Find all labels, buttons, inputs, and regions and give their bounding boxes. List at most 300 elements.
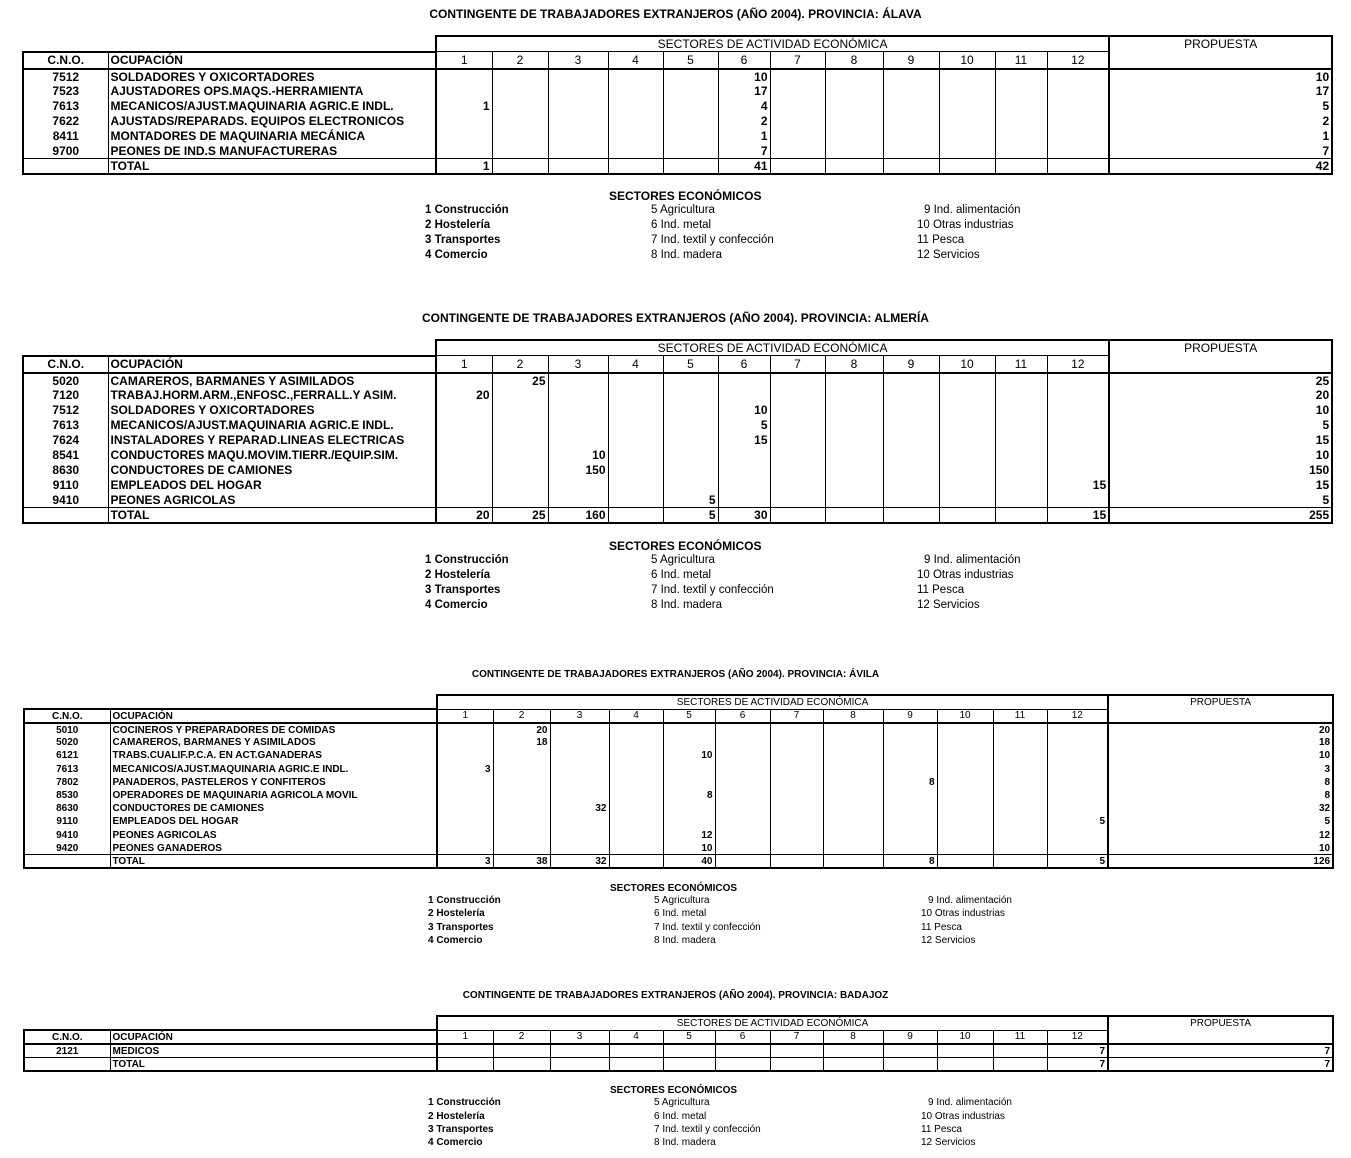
legend-item: 7 Ind. textil y confección bbox=[654, 921, 761, 933]
sector-value bbox=[1047, 99, 1109, 114]
sector-value: 15 bbox=[1047, 478, 1109, 493]
sector-value bbox=[1047, 69, 1109, 84]
sector-value bbox=[993, 776, 1047, 789]
sector-value bbox=[492, 99, 548, 114]
sector-value bbox=[1047, 373, 1109, 388]
sector-value bbox=[436, 84, 492, 99]
table-row bbox=[24, 789, 1333, 802]
sector-value bbox=[608, 69, 663, 84]
total-sector-value bbox=[937, 855, 993, 868]
sector-number-header: 10 bbox=[939, 356, 995, 373]
sector-value bbox=[995, 99, 1047, 114]
sector-value bbox=[825, 373, 883, 388]
sector-number-header: 1 bbox=[437, 1030, 493, 1044]
propuesta-value: 7 bbox=[1108, 1044, 1333, 1058]
sector-value bbox=[436, 493, 492, 508]
propuesta-value: 5 bbox=[1109, 99, 1332, 114]
legend-item: 4 Comercio bbox=[425, 249, 488, 261]
contingent-table bbox=[22, 339, 1333, 524]
sector-value: 4 bbox=[718, 99, 770, 114]
total-sector-value bbox=[883, 508, 939, 524]
sector-value bbox=[825, 99, 883, 114]
total-propuesta-value: 255 bbox=[1109, 508, 1332, 524]
sector-value bbox=[663, 418, 718, 433]
propuesta-value: 5 bbox=[1108, 815, 1333, 828]
sector-value bbox=[883, 144, 939, 159]
propuesta-value: 15 bbox=[1109, 478, 1332, 493]
sector-value bbox=[548, 373, 608, 388]
propuesta-header: PROPUESTA bbox=[1108, 1016, 1333, 1030]
section-title: CONTINGENTE DE TRABAJADORES EXTRANJEROS (AÑO 2004). PROVINCIA: ÁLAVA bbox=[429, 7, 922, 21]
sector-value bbox=[770, 99, 825, 114]
sector-value bbox=[548, 144, 608, 159]
sector-value bbox=[825, 114, 883, 129]
cno-header: C.N.O. bbox=[24, 709, 110, 723]
propuesta-spacer bbox=[1108, 1030, 1333, 1044]
total-sector-value bbox=[492, 159, 548, 175]
table-row bbox=[23, 418, 1332, 433]
total-sector-value bbox=[548, 159, 608, 175]
sector-value bbox=[718, 373, 770, 388]
sector-value: 10 bbox=[718, 69, 770, 84]
sector-value bbox=[937, 1044, 993, 1058]
total-label: TOTAL bbox=[108, 508, 436, 524]
sector-value: 7 bbox=[1047, 1044, 1108, 1058]
sector-value bbox=[715, 736, 770, 749]
sector-value bbox=[883, 802, 937, 815]
cno-code: 8411 bbox=[23, 129, 108, 144]
occupation-name: MECANICOS/AJUST.MAQUINARIA AGRIC.E INDL. bbox=[108, 418, 436, 433]
sector-value: 5 bbox=[718, 418, 770, 433]
sector-value bbox=[939, 99, 995, 114]
propuesta-value: 5 bbox=[1109, 493, 1332, 508]
header-spacer bbox=[23, 36, 436, 52]
sector-value bbox=[770, 144, 825, 159]
sector-value bbox=[825, 478, 883, 493]
sector-value bbox=[823, 723, 883, 736]
sector-value bbox=[550, 842, 609, 855]
legend-item: 4 Comercio bbox=[425, 599, 488, 611]
sector-number-header: 5 bbox=[663, 1030, 715, 1044]
sector-number-header: 12 bbox=[1047, 52, 1109, 69]
sector-value bbox=[995, 433, 1047, 448]
sector-value bbox=[550, 815, 609, 828]
sector-value bbox=[548, 388, 608, 403]
cno-code: 5020 bbox=[23, 373, 108, 388]
sector-value bbox=[1047, 776, 1108, 789]
sector-value bbox=[715, 1044, 770, 1058]
sector-value bbox=[436, 373, 492, 388]
sector-value bbox=[1047, 763, 1108, 776]
total-sector-value bbox=[493, 1058, 550, 1072]
sector-value bbox=[550, 723, 609, 736]
column-header-row bbox=[24, 1030, 1333, 1044]
sector-value bbox=[770, 763, 823, 776]
sector-value bbox=[823, 763, 883, 776]
sector-value bbox=[718, 388, 770, 403]
total-sector-value bbox=[437, 1058, 493, 1072]
sector-value bbox=[609, 749, 663, 762]
legend-item: 2 Hostelería bbox=[425, 569, 491, 581]
sector-value bbox=[663, 144, 718, 159]
sector-value bbox=[718, 493, 770, 508]
sector-value bbox=[770, 84, 825, 99]
sector-value bbox=[939, 433, 995, 448]
sector-value bbox=[883, 763, 937, 776]
table-row bbox=[23, 403, 1332, 418]
legend-item: 12 Servicios bbox=[917, 599, 980, 611]
total-sector-value: 8 bbox=[883, 855, 937, 868]
sector-value bbox=[770, 736, 823, 749]
sector-number-header: 4 bbox=[609, 709, 663, 723]
sector-value bbox=[770, 433, 825, 448]
occupation-name: COCINEROS Y PREPARADORES DE COMIDAS bbox=[110, 723, 437, 736]
sector-value bbox=[1047, 829, 1108, 842]
sector-value: 8 bbox=[883, 776, 937, 789]
sector-value bbox=[1047, 418, 1109, 433]
table-row bbox=[24, 749, 1333, 762]
table-row bbox=[24, 815, 1333, 828]
occupation-name: OPERADORES DE MAQUINARIA AGRICOLA MOVIL bbox=[110, 789, 437, 802]
sector-number-header: 5 bbox=[663, 356, 718, 373]
occupation-header: OCUPACIÓN bbox=[108, 52, 436, 69]
cno-code: 8630 bbox=[23, 463, 108, 478]
sector-value bbox=[937, 749, 993, 762]
total-sector-value: 40 bbox=[663, 855, 715, 868]
legend-item: 7 Ind. textil y confección bbox=[651, 234, 774, 246]
sector-value bbox=[548, 433, 608, 448]
occupation-name: PEONES AGRICOLAS bbox=[110, 829, 437, 842]
column-header-row bbox=[23, 356, 1332, 373]
propuesta-header: PROPUESTA bbox=[1109, 36, 1332, 52]
sector-value: 5 bbox=[663, 493, 718, 508]
sector-value bbox=[492, 418, 548, 433]
sector-value bbox=[825, 129, 883, 144]
sector-value bbox=[493, 815, 550, 828]
sector-value bbox=[663, 776, 715, 789]
occupation-name: CONDUCTORES MAQU.MOVIM.TIERR./EQUIP.SIM. bbox=[108, 448, 436, 463]
sector-value bbox=[663, 802, 715, 815]
sector-value bbox=[1047, 463, 1109, 478]
legend-item: 2 Hostelería bbox=[428, 908, 485, 920]
cno-code: 8530 bbox=[24, 789, 110, 802]
cno-header: C.N.O. bbox=[24, 1030, 110, 1044]
sector-value bbox=[823, 776, 883, 789]
sector-value bbox=[663, 129, 718, 144]
sector-value bbox=[995, 114, 1047, 129]
legend-item: 8 Ind. madera bbox=[654, 1137, 716, 1149]
sector-value bbox=[937, 829, 993, 842]
sector-value: 12 bbox=[663, 829, 715, 842]
total-label: TOTAL bbox=[110, 855, 437, 868]
occupation-name: AJUSTADS/REPARADS. EQUIPOS ELECTRONICOS bbox=[108, 114, 436, 129]
total-label: TOTAL bbox=[110, 1058, 437, 1072]
total-sector-value bbox=[823, 1058, 883, 1072]
propuesta-value: 10 bbox=[1108, 842, 1333, 855]
sector-value bbox=[770, 789, 823, 802]
sector-value bbox=[939, 388, 995, 403]
sector-value: 18 bbox=[493, 736, 550, 749]
sector-value bbox=[995, 418, 1047, 433]
sector-value bbox=[608, 418, 663, 433]
legend-item: 5 Agricultura bbox=[654, 895, 710, 907]
sector-value bbox=[1047, 749, 1108, 762]
sector-value bbox=[436, 129, 492, 144]
sector-number-header: 10 bbox=[939, 52, 995, 69]
propuesta-spacer bbox=[1108, 709, 1333, 723]
sector-value bbox=[770, 373, 825, 388]
sector-value bbox=[608, 463, 663, 478]
sector-value bbox=[995, 373, 1047, 388]
cno-code: 7622 bbox=[23, 114, 108, 129]
cno-code: 9110 bbox=[23, 478, 108, 493]
sector-value bbox=[825, 493, 883, 508]
total-cno-blank bbox=[23, 159, 108, 175]
sector-value bbox=[609, 736, 663, 749]
total-sector-value bbox=[995, 159, 1047, 175]
sector-value bbox=[883, 842, 937, 855]
table-row bbox=[24, 802, 1333, 815]
table-row bbox=[23, 84, 1332, 99]
sector-header: SECTORES DE ACTIVIDAD ECONÓMICA bbox=[437, 1016, 1108, 1030]
sector-number-header: 3 bbox=[548, 52, 608, 69]
sector-value bbox=[663, 373, 718, 388]
sector-value bbox=[548, 99, 608, 114]
sector-number-header: 11 bbox=[995, 52, 1047, 69]
sector-value bbox=[550, 776, 609, 789]
total-label: TOTAL bbox=[108, 159, 436, 175]
sector-value bbox=[883, 1044, 937, 1058]
sector-number-header: 10 bbox=[937, 709, 993, 723]
sector-value bbox=[937, 763, 993, 776]
sector-value bbox=[1047, 129, 1109, 144]
total-sector-value bbox=[770, 1058, 823, 1072]
sector-value bbox=[436, 418, 492, 433]
cno-code: 9410 bbox=[24, 829, 110, 842]
sector-value bbox=[883, 418, 939, 433]
sector-number-header: 6 bbox=[718, 356, 770, 373]
total-sector-value bbox=[825, 508, 883, 524]
cno-code: 8630 bbox=[24, 802, 110, 815]
propuesta-spacer bbox=[1109, 52, 1332, 69]
legend-item: 5 Agricultura bbox=[654, 1097, 710, 1109]
sector-value bbox=[663, 463, 718, 478]
sector-value bbox=[825, 144, 883, 159]
cno-code: 7613 bbox=[24, 763, 110, 776]
propuesta-value: 150 bbox=[1109, 463, 1332, 478]
sector-value bbox=[1047, 114, 1109, 129]
sector-value bbox=[770, 129, 825, 144]
occupation-header: OCUPACIÓN bbox=[110, 709, 437, 723]
sector-number-header: 10 bbox=[937, 1030, 993, 1044]
sector-value bbox=[883, 448, 939, 463]
table-row bbox=[23, 388, 1332, 403]
sector-value bbox=[883, 815, 937, 828]
header-row bbox=[24, 695, 1333, 709]
sector-value: 10 bbox=[663, 749, 715, 762]
total-sector-value bbox=[937, 1058, 993, 1072]
sector-number-header: 5 bbox=[663, 709, 715, 723]
sector-value bbox=[492, 84, 548, 99]
sector-value bbox=[883, 84, 939, 99]
sector-value bbox=[437, 802, 493, 815]
sector-number-header: 11 bbox=[993, 1030, 1047, 1044]
legend-item: 2 Hostelería bbox=[428, 1110, 485, 1122]
sector-value bbox=[608, 99, 663, 114]
legend-item: 5 Agricultura bbox=[651, 204, 715, 216]
sector-value: 5 bbox=[1047, 815, 1108, 828]
sector-value bbox=[993, 789, 1047, 802]
sector-value bbox=[770, 802, 823, 815]
total-cno-blank bbox=[24, 1058, 110, 1072]
propuesta-value: 12 bbox=[1108, 829, 1333, 842]
sector-value bbox=[770, 478, 825, 493]
total-sector-value: 15 bbox=[1047, 508, 1109, 524]
sector-number-header: 8 bbox=[825, 356, 883, 373]
sector-value bbox=[770, 776, 823, 789]
sector-value bbox=[939, 84, 995, 99]
sector-value bbox=[663, 448, 718, 463]
sector-value bbox=[436, 69, 492, 84]
sector-value bbox=[1047, 736, 1108, 749]
total-sector-value: 1 bbox=[436, 159, 492, 175]
sector-value bbox=[609, 815, 663, 828]
propuesta-value: 32 bbox=[1108, 802, 1333, 815]
sector-value bbox=[770, 388, 825, 403]
sector-value bbox=[663, 433, 718, 448]
total-sector-value: 38 bbox=[493, 855, 550, 868]
cno-code: 7613 bbox=[23, 99, 108, 114]
sector-value bbox=[993, 815, 1047, 828]
legend-item: 9 Ind. alimentación bbox=[928, 1097, 1012, 1109]
legend-title: SECTORES ECONÓMICOS bbox=[609, 189, 762, 203]
legend-item: 12 Servicios bbox=[921, 934, 976, 946]
sector-value bbox=[939, 69, 995, 84]
legend-item: 3 Transportes bbox=[428, 1123, 494, 1135]
legend-item: 1 Construcción bbox=[425, 204, 509, 216]
sector-value bbox=[718, 448, 770, 463]
sector-value bbox=[937, 802, 993, 815]
sector-value bbox=[548, 403, 608, 418]
total-propuesta-value: 7 bbox=[1108, 1058, 1333, 1072]
sector-value bbox=[437, 723, 493, 736]
legend-item: 7 Ind. textil y confección bbox=[654, 1123, 761, 1135]
sector-value bbox=[823, 802, 883, 815]
legend-item: 3 Transportes bbox=[425, 234, 501, 246]
total-row bbox=[24, 855, 1333, 868]
sector-value bbox=[995, 388, 1047, 403]
sector-value bbox=[436, 478, 492, 493]
sector-value bbox=[718, 478, 770, 493]
total-sector-value bbox=[715, 1058, 770, 1072]
sector-value bbox=[993, 723, 1047, 736]
sector-number-header: 4 bbox=[608, 356, 663, 373]
header-spacer bbox=[24, 695, 437, 709]
cno-code: 7512 bbox=[23, 403, 108, 418]
legend-title: SECTORES ECONÓMICOS bbox=[609, 539, 762, 553]
cno-code: 7624 bbox=[23, 433, 108, 448]
sector-value bbox=[939, 493, 995, 508]
sector-number-header: 8 bbox=[825, 52, 883, 69]
sector-value bbox=[995, 493, 1047, 508]
sector-value bbox=[437, 789, 493, 802]
sector-value bbox=[939, 463, 995, 478]
occupation-name: SOLDADORES Y OXICORTADORES bbox=[108, 403, 436, 418]
sector-number-header: 2 bbox=[492, 52, 548, 69]
sector-value: 8 bbox=[663, 789, 715, 802]
legend-item: 6 Ind. metal bbox=[654, 908, 707, 920]
sector-value bbox=[608, 433, 663, 448]
sector-number-header: 11 bbox=[993, 709, 1047, 723]
propuesta-header: PROPUESTA bbox=[1109, 340, 1332, 356]
propuesta-value: 8 bbox=[1108, 789, 1333, 802]
cno-code: 5010 bbox=[24, 723, 110, 736]
total-sector-value bbox=[939, 159, 995, 175]
legend-item: 6 Ind. metal bbox=[651, 219, 712, 231]
legend-item: 3 Transportes bbox=[428, 921, 494, 933]
cno-code: 7523 bbox=[23, 84, 108, 99]
cno-code: 7120 bbox=[23, 388, 108, 403]
sector-value bbox=[715, 723, 770, 736]
sector-number-header: 3 bbox=[550, 1030, 609, 1044]
sector-number-header: 1 bbox=[436, 52, 492, 69]
sector-value bbox=[995, 448, 1047, 463]
table-row bbox=[24, 829, 1333, 842]
propuesta-value: 20 bbox=[1109, 388, 1332, 403]
sector-value bbox=[609, 829, 663, 842]
sector-value bbox=[883, 403, 939, 418]
sector-value bbox=[715, 815, 770, 828]
sector-value bbox=[995, 129, 1047, 144]
sector-value bbox=[550, 789, 609, 802]
sector-number-header: 7 bbox=[770, 356, 825, 373]
legend-item: 6 Ind. metal bbox=[651, 569, 712, 581]
sector-value bbox=[939, 373, 995, 388]
sector-header: SECTORES DE ACTIVIDAD ECONÓMICA bbox=[437, 695, 1108, 709]
sector-value bbox=[608, 129, 663, 144]
sector-value bbox=[995, 84, 1047, 99]
total-sector-value bbox=[609, 855, 663, 868]
sector-value bbox=[548, 84, 608, 99]
table-row bbox=[23, 129, 1332, 144]
sector-number-header: 4 bbox=[609, 1030, 663, 1044]
sector-value: 10 bbox=[718, 403, 770, 418]
sector-number-header: 9 bbox=[883, 356, 939, 373]
cno-code: 7802 bbox=[24, 776, 110, 789]
total-sector-value bbox=[608, 508, 663, 524]
sector-number-header: 12 bbox=[1047, 1030, 1108, 1044]
table-row bbox=[24, 842, 1333, 855]
sector-value bbox=[437, 1044, 493, 1058]
sector-value bbox=[608, 373, 663, 388]
sector-value bbox=[548, 493, 608, 508]
legend-item: 2 Hostelería bbox=[425, 219, 491, 231]
sector-value bbox=[823, 829, 883, 842]
sector-value bbox=[823, 789, 883, 802]
total-sector-value bbox=[825, 159, 883, 175]
header-row bbox=[23, 36, 1332, 52]
cno-header: C.N.O. bbox=[23, 52, 108, 69]
sector-value bbox=[939, 478, 995, 493]
sector-value bbox=[823, 815, 883, 828]
sector-value: 2 bbox=[718, 114, 770, 129]
sector-value bbox=[883, 789, 937, 802]
sector-value bbox=[609, 789, 663, 802]
sector-number-header: 1 bbox=[436, 356, 492, 373]
occupation-name: TRABAJ.HORM.ARM.,ENFOSC.,FERRALL.Y ASIM. bbox=[108, 388, 436, 403]
total-sector-value: 160 bbox=[548, 508, 608, 524]
propuesta-value: 8 bbox=[1108, 776, 1333, 789]
